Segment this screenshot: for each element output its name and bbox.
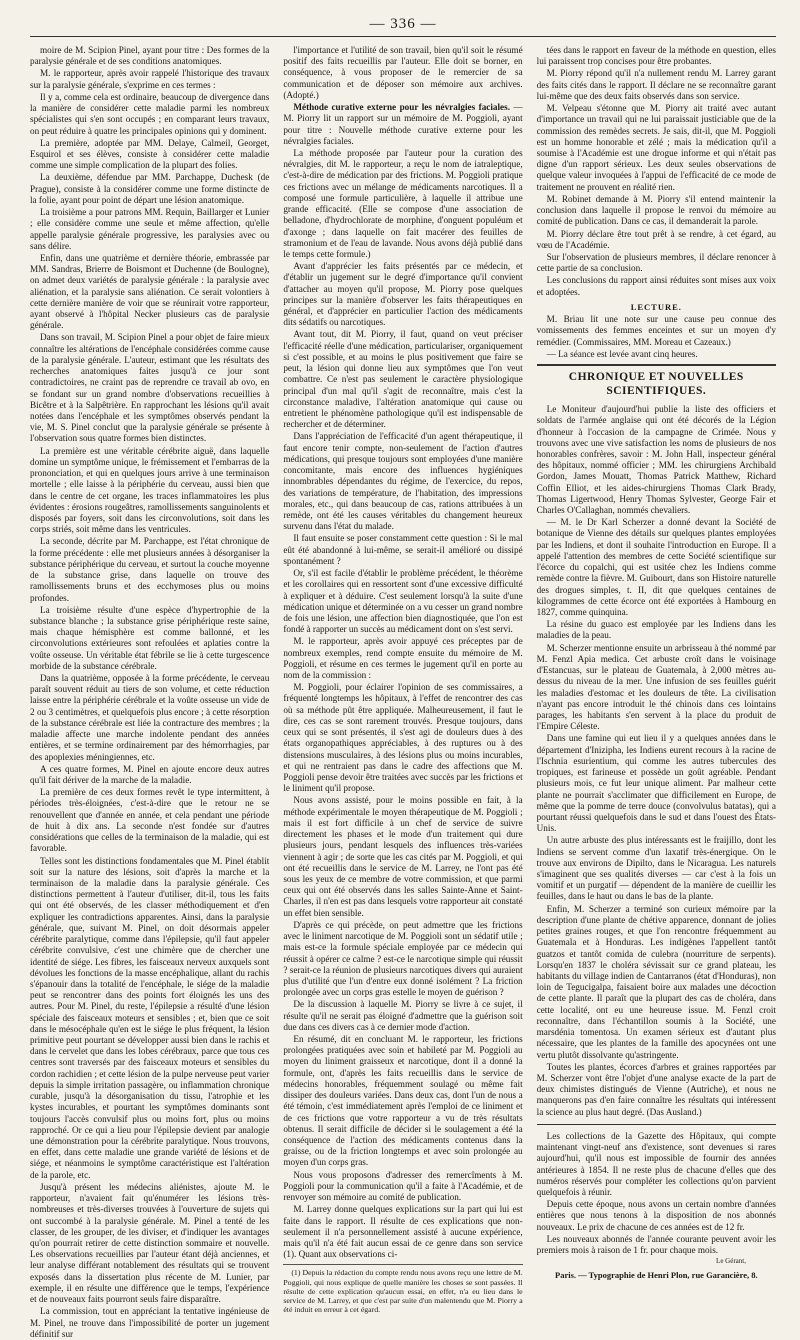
paragraph: Dans la quatrième, opposée à la forme précédente, le cerveau paraît souvent réduit au tiers de son volume, et cette réduction laisse entre la périphérie cérébrale et la voûte osseuse un vide de 2 ou 3 centimètres, et quelquefois plus encore ; à cette résorption de la substance cérébrale est liée la contracture des membres ; la maladie affecte une marche indolente pendant des années entières, et se termine ordinairement par des hémorrhagies, par des apoplexies méningiennes, etc. — [30, 673, 270, 762]
paragraph: La méthode proposée par l'auteur pour la curation des névralgies, dit M. le rapporteur, a reçu le nom de iatraleptique, c'est-à-dire de médication par des frictions. M. Poggioli pratique ces frictions avec un mélange de médicaments narcotiques. Il a composé une formule particulière, à laquelle il attribue une grande efficacité. (Elle se compose d'une association de belladone, d'hydrochlorate de morphine, d'onguent populéum et d'axonge ; dans laquelle on fait macérer des feuilles de stramonium et de l'eau de lavande. Nous avons déjà publié dans le temps cette formule.) — [283, 147, 523, 259]
paragraph: Avant tout, dit M. Piorry, il faut, quand on veut préciser l'efficacité réelle d'une médication, particulariser, organiquement si c'est possible, et au moins le plus positivement que faire se peut, la lésion qui donne lieu aux symptômes que l'on veut combattre. Ce n'est pas seulement le caractère physiologique principal d'un mal qu'il s'agit de reconnaître, mais c'est la circonstance maladive, l'altération anatomique qui cause ou entretient le phénomène pathologique qu'il est indispensable de rechercher et de déterminer. — [283, 329, 523, 430]
paragraph: Dans une famine qui eut lieu il y a quelques années dans le département d'Inizipha, les Indiens eurent recours à la racine de l'Ischnia esurientium, qui comme les autres tubercules des tropiques, est farineuse et possède un goût agréable. Pendant plusieurs mois, ce fut leur unique aliment. Par malheur cette plante ne pourrait s'acclimater que difficilement en Europe, de même que la pomme de terre douce (convolvulus batatas), qui a pourtant réussi quelquefois dans le sud et dans l'ouest des États-Unis. — [536, 733, 776, 834]
paragraph: Sur l'observation de plusieurs membres, il déclare renoncer à cette partie de sa conclusion. — [536, 251, 776, 274]
subsection-heading: Méthode curative externe pour les névralgies faciales. —M. Piorry lit un rapport sur un mémoire de M. Poggioli, ayant pour titre : Nouvelle méthode curative externe pour les névralgies faciales. — [283, 102, 523, 146]
paragraph: La résine du guaco est employée par les Indiens dans les maladies de la peau. — [536, 619, 776, 641]
paragraph: De la discussion à laquelle M. Piorry se livre à ce sujet, il résulte qu'il ne serait pas éloigné d'admettre que la guérison soit due dans ces divers cas à ce dernier mode d'action. — [283, 999, 523, 1032]
paragraph: M. Robinet demande à M. Piorry s'il entend maintenir la conclusion dans laquelle il propose le renvoi du mémoire au comité de publication. Dans ce cas, il demanderait la parole. — [536, 193, 776, 227]
paragraph: Il faut ensuite se poser constamment cette question : Si le mal eût été abandonné à lui-même, se serait-il amélioré ou dissipé spontanément ? — [283, 533, 523, 566]
notice-paragraph: Depuis cette époque, nous avons un certain nombre d'années entières que nous tenons à la disposition de nos abonnés nouveaux. Le prix de chacune de ces années est de 12 fr. — [536, 1199, 776, 1232]
paragraph: En résumé, dit en concluant M. le rapporteur, les frictions prolongées pratiquées avec soin et habileté par M. Poggioli au moyen du liniment graisseux et narcotique, dont il a donné la formule, ont, d'après les faits recueillis dans le service de médecins honorables, fréquemment soulagé ou même fait dissiper des douleurs variées. Dans deux cas, dont l'un de nous a été témoin, c'est immédiatement après l'emploi de ce liniment et de ces frictions que votre rapporteur a vu de très résultats obtenus. Il serait difficile de décider si le soulagement a été la conséquence de l'action des médicaments contenus dans la graisse, ou de la friction longtemps et avec soin prolongée au moyen d'un corps gras. — [283, 1034, 523, 1168]
page-number: — 336 — — [369, 16, 437, 32]
paragraph: Dans l'appréciation de l'efficacité d'un agent thérapeutique, il faut encore tenir compte, non-seulement de l'action d'autres médications, qui presque toujours sont employées d'une manière concomitante, mais encore des influences hygiéniques innombrables dépendantes du régime, de l'exercice, du repos, des variations de température, de l'habitation, des impressions morales, etc., qui dans beaucoup de cas, rations attribuées à un remède, ont été les causes véritables du changement heureux survenu dans l'état du malade. — [283, 431, 523, 532]
paragraph: Enfin, M. Scherzer a terminé son curieux mémoire par la description d'une plante de chétive apparence, donnant de jolies petites graines rouges, et que l'on rencontre fréquemment au Guatemala et à Honduras. Les indigènes l'appellent tantôt guatzos et tantôt comida de culebra (nourriture de serpents). Lorsqu'en 1837 le choléra sévissait sur ce grand plateau, les habitants du village indien de Cantarranos (état d'Honduras), non loin de Tegucigalpa, faisaient boire aux malades une décoction de cette plante. Il paraît que la plupart des cas de choléra, dans cette localité, ont eu une heureuse issue. M. Fenzl croit reconnaître, dans l'échantillon soumis à la Société, une marsdénia tomentosa. Un examen sérieux est d'autant plus nécessaire, que les plantes de la famille des apocynées ont une vertu plutôt dissolvante qu'astringente. — [536, 903, 776, 1060]
divider — [537, 1124, 776, 1125]
lecture-text: M. Briau lit une note sur une cause peu connue des vomissements des femmes enceintes et sur un moyen d'y remédier. (Commissaires, MM. Moreau et Cazeaux.) — [536, 314, 776, 347]
lecture-close: — La séance est levée avant cinq heures. — [546, 348, 698, 359]
paragraph: Enfin, dans une quatrième et dernière théorie, embrassée par MM. Sandras, Brierre de Boismont et Duchenne (de Boulogne), on admet deux variétés de paralysie générale : la paralysie avec aliénation, et la paralysie sans aliénation. Ce serait volontiers à cette dernière manière de voir que se réunirait votre rapporteur, ayant observé à l'hôpital Necker plusieurs cas de paralysie générale. — [30, 252, 270, 331]
paragraph: M. Piorry déclare être tout prêt à se rendre, à cet égard, au vœu de l'Académie. — [536, 228, 776, 250]
paragraph: moire de M. Scipion Pinel, ayant pour titre : Des formes de la paralysie générale et de ses conditions anatomiques. — [30, 45, 270, 67]
paragraph: Le Moniteur d'aujourd'hui publie la liste des officiers et soldats de l'armée anglaise qui ont été décorés de la Légion d'honneur à l'occasion de la campagne de Crimée. Nous y trouvons avec une vive satisfaction les noms de plusieurs de nos honorables confrères, savoir : M. John Hall, inspecteur général des hôpitaux, nommé officier ; MM. les chirurgiens Archibald Gordon, James Mouatt, Thomas Patrick Matthew, Richard Coffin Elliot, et les aides-chirurgiens Thomas Clark Brady, Thomas Ligertwood, Henry Thomas Sylvester, George Fair et Charles O'Callaghan, nommés chevaliers. — [536, 404, 776, 516]
paragraph: Or, s'il est facile d'établir le problème précédent, le théorème et les corollaires qui en ressortent sont d'une excessive difficulté à expliquer et à déduire. C'est seulement lorsqu'à la suite d'une médication unique et déterminée on a vu cesser un grand nombre de fois une lésion, une affection bien diagnostiquée, que l'on est fondé à rapporter un succès au médicament dont on s'est servi. — [283, 568, 523, 635]
paragraph: Nous avons assisté, pour le moins possible en fait, à la méthode expérimentale le moyen thérapeutique de M. Poggioli ; mais il est fort difficile à un chef de service de suivre directement les phases et le mode d'un traitement qui dure plusieurs jours, pendant lesquels des influences très-variées viennent à agir ; de sorte que les cas cités par M. Poggioli, et qui ont été recueillis dans le service de M. Larrey, ne l'ont pas été sous les yeux de ce membre de votre commission, et que parmi ceux qui ont été observés dans les salles Sainte-Anne et Saint-Charles, il n'en est pas dans lesquels votre rapporteur ait constaté un effet bien sensible. — [283, 795, 523, 918]
paragraph: La troisième résulte d'une espèce d'hypertrophie de la substance blanche ; la substance grise périphérique reste saine, mais chaque hémisphère est comme ballonné, et les circonvolutions extérieures sont refoulées et aplaties contre la voûte osseuse. Un véritable état fébrile se lie à cette turgescence morbide de la substance cérébrale. — [30, 604, 270, 671]
page-header — [30, 14, 776, 37]
paragraph: Dans son travail, M. Scipion Pinel a pour objet de faire mieux connaître les altérations de l'encéphale considérées comme cause de la paralysie générale. L'auteur, estimant que les résultats des recherches anatomiques faites jusqu'à ce jour sont contradictoires, ne craint pas de reprendre ce travail ab ovo, en se fondant sur un grand nombre d'observations recueillies à Bicêtre et à la Salpêtrière. En rapprochant les lésions qu'il avait notées dans l'encéphale et les symptômes observés pendant la vie, M. S. Pinel conclut que la paralysie générale se présente à l'observation sous quatre formes bien distinctes. — [30, 332, 270, 444]
paragraph: Jusqu'à présent les médecins aliénistes, ajoute M. le rapporteur, n'avaient fait qu'énumérer les lésions très-nombreuses et très-diverses trouvées à l'ouverture de sujets qui ont succombé à la paralysie générale. M. Pinel a tenté de les classer, de les grouper, de les diviser, et d'indiquer les avantages qu'on pourrait retirer de cette distinction sommaire et nouvelle. Les observations recueillies par l'auteur étant déjà anciennes, et leur analyse différant notablement des résultats qui se trouvent exposés dans la dissertation plus récente de M. Lunier, par exemple, il en résulte une différence que le temps, l'expérience et de nouveaux faits pourront seuls faire disparaître. — [30, 1181, 270, 1305]
paragraph: Toutes les plantes, écorces d'arbres et graines rapportées par M. Scherzer vont être l'objet d'une analyse exacte de la part de deux chimistes distingués de Vienne (Autriche), et nous ne manquerons pas d'en faire connaître les résultats qui intéressent la science au plus haut degré. (Das Ausland.) — [536, 1061, 776, 1117]
paragraph: Nous vous proposons d'adresser des remercîments à M. Poggioli pour la communication qu'il a faite à l'Académie, et de renvoyer son mémoire au comité de publication. — [283, 1169, 523, 1203]
paragraph: D'après ce qui précède, on peut admettre que les frictions avec le liniment narcotique de M. Poggioli sont un sédatif utile ; mais est-ce la formule spéciale employée par ce médecin qui réussit à opérer ce calme ? est-ce le narcotique simple qui réussit ? serait-ce la réunion de plusieurs narcotiques divers qui auraient plus d'utilité que l'un d'entre eux donné isolément ? La friction prolongée avec un corps gras estelle le moyen de guérison ? — [283, 919, 523, 998]
paragraph: La deuxième, défendue par MM. Parchappe, Duchesk (de Prague), consiste à la considérer comme une forme distincte de la folie, ayant pour point de départ une lésion anatomique. — [30, 172, 270, 205]
paragraph: Les conclusions du rapport ainsi réduites sont mises aux voix et adoptées. — [536, 275, 776, 297]
paragraph: tées dans le rapport en faveur de la méthode en question, elles lui paraissent trop concises pour être probantes. — [536, 45, 776, 67]
columns — [30, 45, 776, 1339]
footnote: (1) Depuis la rédaction du compte rendu nous avons reçu une lettre de M. Poggioli, qui nous explique de quelle manière les choses se sont passées. Il résulte de cette explication qu'aucun essai, en effet, n'a eu lieu dans le service de M. Larrey, et que c'est par suite d'un malentendu que M. Piorry a été induit en erreur à cet égard. — [283, 1264, 522, 1314]
paragraph: La commission, tout en appréciant la tentative ingénieuse de M. Pinel, ne trouve dans l'impossibilité de porter un jugement définitif sur — [30, 1306, 270, 1339]
paragraph: Avant d'apprécier les faits présentés par ce médecin, et d'établir un jugement sur le degré d'importance qu'il convient d'attacher au moyen qu'il propose, M. Piorry pose quelques principes sur la manière d'observer les faits thérapeutiques en général, et d'apprécier en particulier l'action des médicaments dits sédatifs ou narcotiques. — [283, 261, 523, 328]
paragraph: l'importance et l'utilité de son travail, bien qu'il soit le résumé positif des faits recueillis par l'auteur. Elle doit se borner, en conséquence, à vous proposer de le remercier de sa communication et de déposer son mémoire aux archives. (Adopté.) — [283, 45, 523, 100]
lecture-heading: LECTURE. — [630, 301, 682, 312]
column-left — [30, 45, 270, 1339]
paragraph: M. Velpeau s'étonne que M. Piorry ait traité avec autant d'importance un travail qui ne lui paraissait justiciable que de la commission des remèdes secrets. Je sais, dit-il, que M. Poggioli est un homme honorable et zélé ; mais la médication qu'il a soumise à l'Académie est une drogue informe et qui n'était pas digne d'un rapport sérieux. Les deux seules observations de quelque valeur invoquées à l'appui de l'efficacité de ce mode de traitement ne prouvent en réalité rien. — [536, 103, 776, 192]
column-middle — [283, 45, 523, 1315]
paragraph: M. le rapporteur, après avoir appuyé ces préceptes par de nombreux exemples, rend compte ensuite du mémoire de M. Poggioli, et résume en ces termes le jugement qu'il en porte au nom de la commission : — [283, 636, 523, 681]
notice-paragraph: Les collections de la Gazette des Hôpitaux, qui compte maintenant vingt-neuf ans d'existence, sont devenues si rares aujourd'hui, qu'il nous est impossible de fournir des années antérieures à 1854. Il ne reste plus de chacune d'elles que des numéros réservés pour compléter les collections qu'on parvient quelquefois à réunir. — [536, 1130, 776, 1197]
paragraph: A ces quatre formes, M. Pinel en ajoute encore deux autres qu'il fait dériver de la marche de la maladie. — [30, 763, 270, 785]
paragraph: M. le rapporteur, après avoir rappelé l'historique des travaux sur la paralysie générale, s'exprime en ces termes : — [30, 68, 270, 90]
column-right — [536, 45, 776, 1280]
paragraph: La première est une véritable cérébrite aiguë, dans laquelle domine un symptôme unique, le frémissement et l'embarras de la prononciation, et qui en quelques jours arrive à une terminaison mortelle ; elle laisse à la périphérie du cerveau, aussi bien que dans le centre de cet organe, les traces inflammatoires les plus évidentes : érosions rougeâtres, ramollissements sanguinolents et disposés par foyers, soit dans les circonvolutions, soit dans les corps striés, soit même dans les ventricules. — [30, 445, 270, 535]
paragraph: Un autre arbuste des plus intéressants est le fraijillo, dont les Indiens se servent comme d'un laxatif très-énergique. On le trouve aux environs de Dipilto, dans le Nicaragua. Les naturels s'imaginent que ses qualités diverses — car c'est à la fois un vomitif et un purgatif — dépendent de la manière de cueillir les feuilles, dans le haut ou dans le bas de la plante. — [536, 835, 776, 902]
paragraph: La seconde, décrite par M. Parchappe, est l'état chronique de la forme précédente : elle met plusieurs années à désorganiser la substance périphérique du cerveau, et surtout la couche moyenne de la substance grise, dans laquelle on trouve des ramollissements bruns et des ecchymoses plus ou moins profondes. — [30, 536, 270, 603]
imprint: Paris. — Typographie de Henri Plon, rue Garancière, 8. — [555, 1269, 758, 1280]
gerant-label: Le Gérant, — [716, 1257, 746, 1266]
section-title: CHRONIQUE ET NOUVELLES SCIENTIFIQUES. — [568, 371, 744, 398]
paragraph: M. Larrey donne quelques explications sur la part qui lui est faite dans le rapport. Il résulte de ces explications que non-seulement il n'a personnellement assisté à aucune expérience, mais qu'il n'a été fait aucun essai de ce genre dans son service (1). Quant aux observations ci- — [283, 1204, 523, 1260]
paragraph: La première de ces deux formes revêt le type intermittent, à périodes très-éloignées, c'est-à-dire que le retour ne se renouvellent que d'année en année, et cela pendant une période de huit à dix ans. La seconde n'est fondée sur d'autres considérations que celles de la terminaison de la maladie, qui est favorable. — [30, 787, 270, 854]
paragraph: La première, adoptée par MM. Delaye, Calmeil, Georget, Esquirol et ses élèves, consiste à considérer cette maladie comme une simple complication de la plupart des folies. — [30, 137, 270, 171]
divider — [537, 364, 776, 366]
paragraph: M. Piorry répond qu'il n'a nullement rendu M. Larrey garant des faits cités dans le rapport. Il déclare ne se reconnaître garant lui-même que des deux faits observés dans son service. — [536, 68, 776, 101]
paragraph: Il y a, comme cela est ordinaire, beaucoup de divergence dans la manière de considérer cette maladie parmi les nombreux spécialistes qui s'en sont occupés ; en comparant leurs travaux, on peut réduire à quatre les principales opinions qui y dominent. — [30, 91, 270, 136]
paragraph: — M. le Dr Karl Scherzer a donné devant la Société de botanique de Vienne des détails sur quelques plantes employées par les Indiens, et dont il souhaite l'introduction en Europe. Il a appelé l'attention des membres de cette Société scientifique sur l'écorce du copalchi, qui est usitée chez les Indiens comme remède contre la fièvre. M. Guibourt, dans son Histoire naturelle des drogues simples, t. II, dit que quelques centaines de kilogrammes de cette écorce ont été exportées à Hambourg en 1827, comme quinquina. — [536, 517, 776, 618]
paragraph: Telles sont les distinctions fondamentales que M. Pinel établit soit sur la nature des lésions, soit d'après la marche et la terminaison de la maladie dans la paralysie générale. Ces distinctions permettent à l'auteur d'utiliser, dit-il, tous les faits qui ont été observés, de les classer méthodiquement et d'en expliquer les contradictions apparentes. Ainsi, dans la paralysie générale, que, suivant M. Pinel, on doit désormais appeler cérébrite paralytique, comme dans l'épilepsie, qu'il faut appeler cérébrite convulsive, c'est une chimère que de chercher une identité de siége. Les fibres, les faisceaux nerveux auxquels sont dévolues les fonctions de la masse encéphalique, allant du rachis s'épanouir dans la totalité de l'encéphale, le siége de la maladie peut se rencontrer dans des points fort éloignés les uns des autres. Pour M. Pinel, du reste, l'épilepsie a résulté d'une lésion spéciale des faisceaux moteurs et sensibles ; et, bien que ce soit dans le mésocéphale qu'en est le siége le plus fréquent, la lésion primitive peut pourtant se développer aussi bien dans le rachis et dans le cervelet que dans les lobes cérébraux, parce que tous ces centres sont traversés par des faisceaux moteurs et sensibles du cordon rachidien ; et cette lésion de la pulpe nerveuse peut varier depuis la simple irritation passagère, ou inflammation chronique curable, jusqu'à la désorganisation du tissu, l'atrophie et les kystes incurables, et pourtant les symptômes dominants sont toujours l'accès convulsif plus ou moins fort, plus ou moins rapproché. Or ce qui a lieu pour l'épilepsie devient par analogie une démonstration pour la cérébrite paralytique. Nous trouvons, en effet, dans cette maladie une grande variété de lésions et de siége, et néanmoins le symptôme caractéristique est l'altération de la parole, etc. — [30, 855, 270, 1180]
paragraph: M. Scherzer mentionne ensuite un arbrisseau à thé nommé par M. Fenzl Apia medica. Cet arbuste croît dans le voisinage d'Estancuas, sur le plateau de Guatemala, à 2,000 mètres au-dessus du niveau de la mer. Une infusion de ses feuilles guérit les maladies d'estomac et les douleurs de tête. La civilisation n'ayant pas encore introduit le thé chinois dans ces lointains parages, les habitants s'en servent à la place du produit de l'Empire Céleste. — [536, 642, 776, 732]
notice-paragraph: Les nouveaux abonnés de l'année courante peuvent avoir les premiers mois à raison de 1 fr. pour chaque mois. — [536, 1233, 776, 1256]
paragraph: M. Poggioli, pour éclairer l'opinion de ses commissaires, a fréquenté longtemps les hôpitaux, à l'effet de rencontrer des cas où sa méthode pût être appliquée. Malheureusement, il faut le dire, ces cas se sont rarement trouvés. Presque toujours, dans ceux qui se sont présentés, il s'est agi de douleurs dues à des états organopathiques appréciables, à des ruptures ou à des distensions musculaires, à des lésions plus ou moins incurables, et qui ne rentraient pas dans le cadre des affections que M. Poggioli pense devoir être traitées avec succès par les frictions et le liniment qu'il propose. — [283, 682, 523, 794]
paragraph: La troisième a pour patrons MM. Requin, Baillarger et Lunier ; elle considère comme une seule et même affection, qu'elle appelle paralysie générale progressive, les paralysies avec ou sans délire. — [30, 207, 270, 251]
